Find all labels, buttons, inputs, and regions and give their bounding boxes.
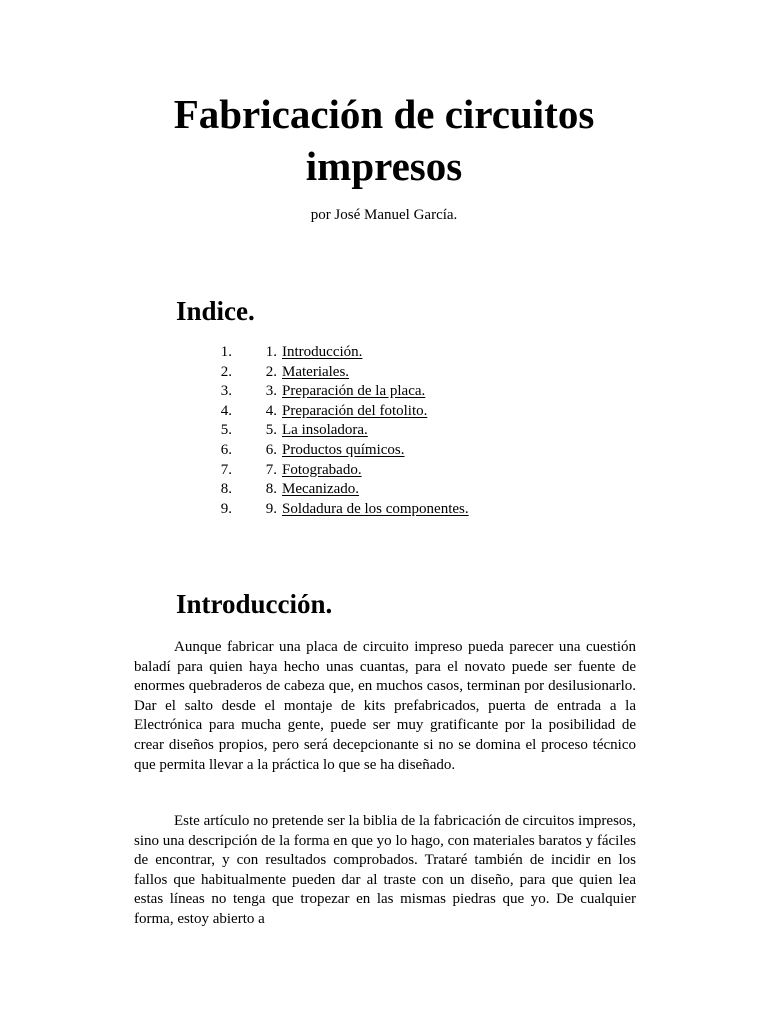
toc-item: [160, 441, 580, 461]
introduction-paragraph-1: Aunque fabricar una placa de circuito impreso pueda parecer una cuestión baladí para quien haya hecho unas cuantas, para el novato puede ser fuente de enormes quebraderos de cabeza que, en muchos casos, terminan por desilusionarlo. Dar el salto desde el montaje de kits prefabricados, puerta de entrada a la Electrónica para mucha gente, puede ser muy gratificante por la posibilidad de crear diseños propios, pero será decepcionante si no se domina el proceso técnico que permita llevar a la práctica lo que se ha diseñado.: [134, 639, 636, 773]
toc-outer-number: 6.: [220, 441, 232, 458]
toc-item: [160, 421, 580, 441]
author-byline: por José Manuel García.: [310, 207, 458, 223]
table-of-contents: [160, 343, 580, 519]
document-title-line-2: impresos: [305, 143, 463, 189]
toc-inner-number: 2.: [265, 363, 277, 380]
toc-outer-number: 9.: [220, 500, 232, 517]
toc-inner-number: 6.: [265, 441, 277, 458]
toc-item: [160, 343, 580, 363]
toc-outer-number: 1.: [220, 344, 232, 360]
toc-inner-number: 7.: [265, 461, 277, 478]
toc-inner-number: 1.: [265, 344, 277, 360]
toc-outer-number: 3.: [220, 383, 232, 400]
toc-link-materiales[interactable]: Materiales.: [282, 363, 350, 380]
toc-item: [160, 480, 580, 500]
toc-link-soldadura[interactable]: Soldadura de los componentes.: [282, 500, 469, 517]
introduction-paragraph-2: Este artículo no pretende ser la biblia de la fabricación de circuitos impresos, sino una descripción de la forma en que yo lo hago, con materiales baratos y fáciles de encontrar, y con resultados comprobados. Trataré también de incidir en los fallos que habitualmente pueden dar al traste con un diseño, para que quien lea estas líneas no tenga que tropezar en las mismas piedras que yo. De cualquier forma, estoy abierto a: [134, 813, 636, 927]
toc-outer-number: 5.: [220, 422, 232, 439]
toc-inner-number: 3.: [265, 383, 277, 400]
toc-outer-number: 7.: [220, 461, 232, 478]
toc-item: [160, 363, 580, 383]
toc-inner-number: 5.: [265, 422, 277, 439]
toc-link-preparacion-placa[interactable]: Preparación de la placa.: [282, 383, 426, 400]
toc-outer-number: 8.: [220, 481, 232, 498]
toc-item: [160, 500, 580, 520]
toc-link-insoladora[interactable]: La insoladora.: [282, 422, 368, 439]
toc-inner-number: 9.: [265, 500, 277, 517]
toc-link-introduccion[interactable]: Introducción.: [282, 344, 363, 360]
toc-link-preparacion-fotolito[interactable]: Preparación del fotolito.: [282, 402, 428, 419]
document-title: [134, 88, 634, 192]
document-title-line-1: Fabricación de circuitos: [173, 91, 595, 137]
toc-link-fotograbado[interactable]: Fotograbado.: [282, 461, 362, 478]
toc-item: [160, 382, 580, 402]
toc-outer-number: 4.: [220, 402, 232, 419]
index-heading: Indice.: [176, 296, 255, 326]
toc-link-mecanizado[interactable]: Mecanizado.: [282, 481, 360, 498]
introduction-heading: Introducción.: [176, 589, 333, 619]
toc-outer-number: 2.: [220, 363, 232, 380]
toc-inner-number: 8.: [265, 481, 277, 498]
toc-item: [160, 461, 580, 481]
toc-link-productos-quimicos[interactable]: Productos químicos.: [282, 441, 405, 458]
toc-item: [160, 402, 580, 422]
toc-inner-number: 4.: [265, 402, 277, 419]
